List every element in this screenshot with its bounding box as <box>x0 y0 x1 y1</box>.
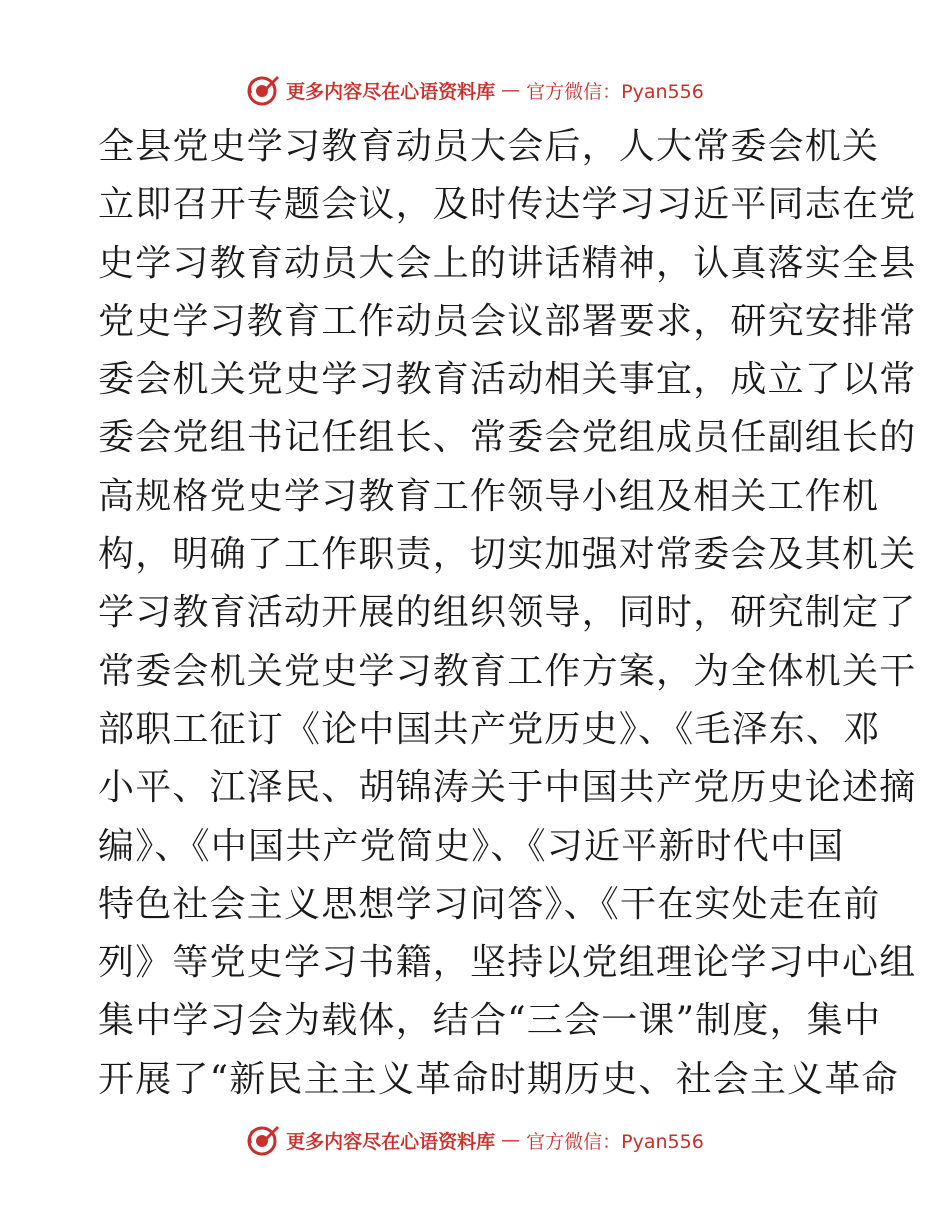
body-line: 立即召开专题会议，及时传达学习习近平同志在党 <box>98 184 917 226</box>
body-line: 部职工征订《论中国共产党历史》、《毛泽东、邓 <box>98 708 881 750</box>
watermark-dash: — <box>501 79 521 101</box>
body-line: 常委会机关党史学习教育工作方案，为全体机关干 <box>98 650 917 692</box>
body-line: 编》、《中国共产党简史》、《习近平新时代中国 <box>98 825 845 867</box>
watermark-text: 更多内容尽在心语资料库 <box>286 80 496 103</box>
header-watermark <box>0 70 950 110</box>
body-line: 特色社会主义思想学习问答》、《干在实处走在前 <box>98 883 881 925</box>
document-body <box>98 118 917 1109</box>
body-line: 列》等党史学习书籍，坚持以党组理论学习中心组 <box>98 942 917 984</box>
footer-watermark <box>0 1120 950 1160</box>
body-line: 高规格党史学习教育工作领导小组及相关工作机 <box>98 475 880 517</box>
body-line: 小平、江泽民、胡锦涛关于中国共产党历史论述摘 <box>98 767 917 809</box>
body-line: 学习教育活动开展的组织领导，同时，研究制定了 <box>98 592 917 634</box>
watermark-official-account: 官方微信：Pyan556 <box>526 1130 704 1153</box>
watermark-dash: — <box>501 1129 521 1151</box>
body-line: 集中学习会为载体，结合“三会一课”制度，集中 <box>98 1000 882 1042</box>
body-line: 开展了“新民主主义革命时期历史、社会主义革命 <box>98 1058 899 1100</box>
brand-logo-icon <box>246 73 280 107</box>
watermark-text: 更多内容尽在心语资料库 <box>286 1130 496 1153</box>
body-line: 全县党史学习教育动员大会后，人大常委会机关 <box>98 126 880 167</box>
brand-logo-icon <box>246 1123 280 1157</box>
body-line: 委会机关党史学习教育活动相关事宜，成立了以常 <box>98 359 917 401</box>
body-line: 史学习教育动员大会上的讲话精神，认真落实全县 <box>98 242 917 284</box>
body-line: 构，明确了工作职责，切实加强对常委会及其机关 <box>98 534 917 576</box>
body-line: 党史学习教育工作动员会议部署要求，研究安排常 <box>98 300 917 342</box>
body-line: 委会党组书记任组长、常委会党组成员任副组长的 <box>98 417 917 459</box>
watermark-official-account: 官方微信：Pyan556 <box>526 80 704 103</box>
